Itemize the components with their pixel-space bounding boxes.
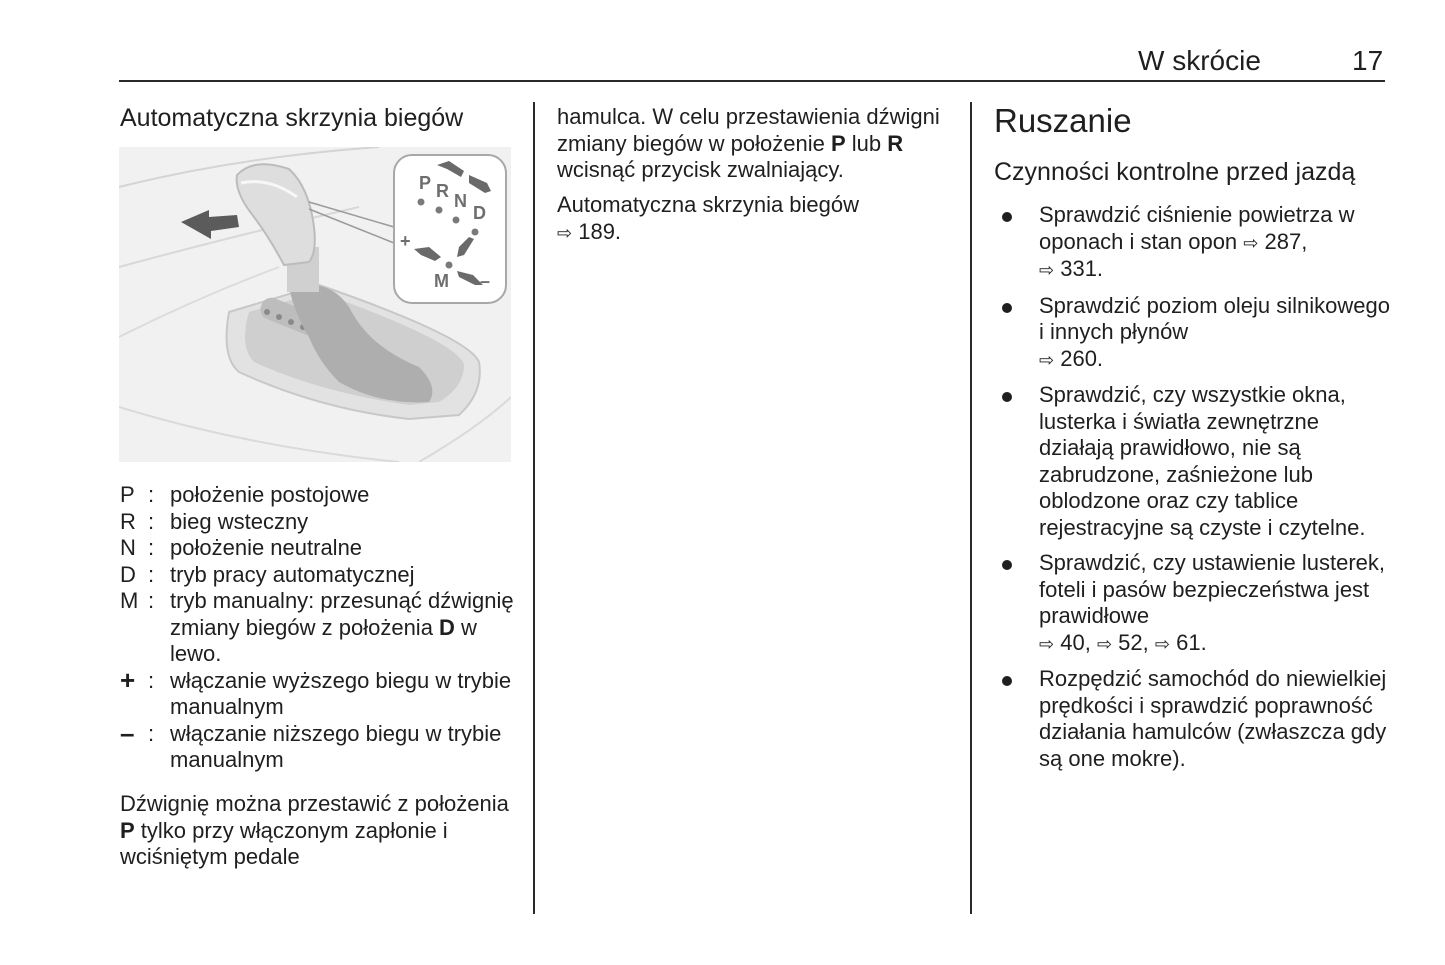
- gear-legend: [120, 482, 520, 774]
- page-reference-link[interactable]: 61.: [1176, 629, 1207, 655]
- legend-key: R: [120, 508, 136, 534]
- checklist: [994, 202, 1394, 781]
- page-reference-arrow-icon: ⇨: [1243, 232, 1259, 253]
- legend-text: włączanie niższego biegu w trybie manualnym: [170, 720, 502, 772]
- page-reference-link[interactable]: 189.: [578, 218, 622, 244]
- legend-text: [170, 588, 520, 668]
- list-item: [994, 666, 1394, 772]
- legend-item-m: [120, 588, 520, 668]
- legend-colon: :: [148, 508, 155, 534]
- legend-text: włączanie wyższego biegu w trybie manualnym: [170, 667, 512, 719]
- list-item: [994, 293, 1394, 374]
- page-reference-link[interactable]: 331.: [1060, 256, 1104, 281]
- page-number: 17: [1352, 45, 1384, 76]
- legend-item-p: [120, 482, 520, 509]
- column1-heading: Automatyczna skrzynia biegów: [120, 104, 464, 132]
- header-rule: [119, 80, 1385, 82]
- list-item: [994, 382, 1394, 541]
- legend-item-n: [120, 535, 520, 562]
- legend-text: bieg wsteczny: [170, 508, 309, 534]
- paragraph-bold: R: [887, 130, 904, 156]
- legend-text-part: w lewo.: [170, 614, 477, 666]
- bullet-icon: [994, 293, 1039, 374]
- paragraph-text: hamulca. W celu przestawienia dźwigni zmiany biegów w położenie: [557, 104, 940, 156]
- page-reference-link[interactable]: 287,: [1264, 228, 1308, 254]
- gear-selector-figure: [119, 147, 511, 462]
- page-reference-arrow-icon: ⇨: [1096, 633, 1113, 654]
- legend-text: położenie postojowe: [170, 482, 370, 507]
- legend-item-minus: [120, 717, 520, 774]
- release-button-paragraph: [557, 104, 957, 184]
- legend-text-bold: D: [439, 614, 455, 640]
- paragraph-bold: P: [120, 817, 135, 843]
- list-item-text: [1039, 293, 1394, 374]
- minus-icon: –: [120, 717, 135, 748]
- legend-colon: :: [148, 667, 155, 693]
- legend-item-r: [120, 509, 520, 536]
- cross-reference-paragraph: [557, 192, 957, 246]
- inset-label-p: P: [419, 173, 432, 193]
- legend-text-part: tryb manualny: przesunąć dźwignię zmiany biegów z położenia: [170, 588, 514, 640]
- legend-colon: :: [148, 720, 155, 746]
- legend-key: P: [120, 482, 135, 507]
- list-text: Sprawdzić, czy ustawienie lusterek, foteli i pasów bezpieczeństwa jest prawidłowe: [1039, 550, 1386, 628]
- lever-paragraph: [120, 791, 520, 871]
- legend-key: M: [120, 588, 139, 613]
- list-item-text: [1039, 550, 1394, 657]
- bullet-icon: [994, 202, 1039, 284]
- svg-text:R: R: [436, 181, 449, 201]
- section-heading: Ruszanie: [994, 102, 1132, 139]
- subsection-heading: Czynności kontrolne przed jazdą: [994, 158, 1356, 186]
- paragraph-text: wcisnąć przycisk zwalniający.: [557, 157, 844, 182]
- list-text: Sprawdzić ciśnienie powietrza w oponach i stan opon: [1039, 202, 1355, 254]
- legend-key: D: [120, 561, 136, 587]
- list-item-text: Rozpędzić samochód do niewielkiej prędkości i sprawdzić poprawność działania hamulców (zwłaszcza gdy są one mokre).: [1039, 666, 1387, 771]
- list-item-text: [1039, 202, 1394, 284]
- page-reference-arrow-icon: ⇨: [1039, 633, 1055, 654]
- svg-text:M: M: [434, 271, 449, 291]
- list-item: [994, 550, 1394, 657]
- legend-item-d: [120, 562, 520, 589]
- legend-key: N: [120, 535, 136, 560]
- legend-colon: :: [148, 482, 155, 507]
- svg-text:+: +: [400, 231, 411, 251]
- legend-text: położenie neutralne: [170, 535, 363, 560]
- bullet-icon: [994, 666, 1039, 772]
- page-reference-link[interactable]: 52,: [1118, 629, 1149, 655]
- paragraph-text: tylko przy włączonym zapłonie i wciśniętym pedale: [120, 817, 448, 869]
- paragraph-bold: P: [830, 130, 846, 156]
- svg-text:N: N: [454, 191, 467, 211]
- column-divider: [970, 102, 972, 914]
- bullet-icon: [994, 382, 1039, 541]
- page-reference-arrow-icon: ⇨: [557, 222, 573, 243]
- legend-colon: :: [148, 561, 155, 587]
- paragraph-text: Dźwignię można przestawić z położenia: [120, 791, 509, 816]
- list-item-text: Sprawdzić, czy wszystkie okna, lusterka i światła zewnętrzne działają prawidłowo, nie są zabrudzone, zaśnieżone lub oblodzone oraz czy tablice rejestracyjne są czyste i czytelne.: [1039, 382, 1366, 540]
- gear-selector-illustration: [119, 147, 511, 462]
- page-reference-link[interactable]: 260.: [1060, 345, 1104, 371]
- paragraph-text: lub: [845, 130, 888, 156]
- svg-text:–: –: [480, 271, 491, 291]
- list-item: [994, 202, 1394, 284]
- page-reference-arrow-icon: ⇨: [1039, 349, 1055, 370]
- page-reference-arrow-icon: ⇨: [1039, 260, 1055, 280]
- legend-colon: :: [148, 535, 155, 560]
- paragraph-text: Automatyczna skrzynia biegów: [557, 192, 860, 217]
- page-reference-arrow-icon: ⇨: [1154, 633, 1170, 654]
- section-title: W skrócie: [1138, 45, 1261, 76]
- svg-text:D: D: [473, 203, 486, 223]
- legend-item-plus: [120, 664, 520, 721]
- legend-colon: :: [148, 588, 155, 613]
- column-divider: [533, 102, 535, 914]
- legend-text: tryb pracy automatycznej: [170, 561, 415, 587]
- list-text: Sprawdzić poziom oleju silnikowego i innych płynów: [1039, 292, 1390, 344]
- bullet-icon: [994, 550, 1039, 657]
- page-reference-link[interactable]: 40,: [1060, 629, 1091, 655]
- plus-icon: +: [120, 664, 136, 695]
